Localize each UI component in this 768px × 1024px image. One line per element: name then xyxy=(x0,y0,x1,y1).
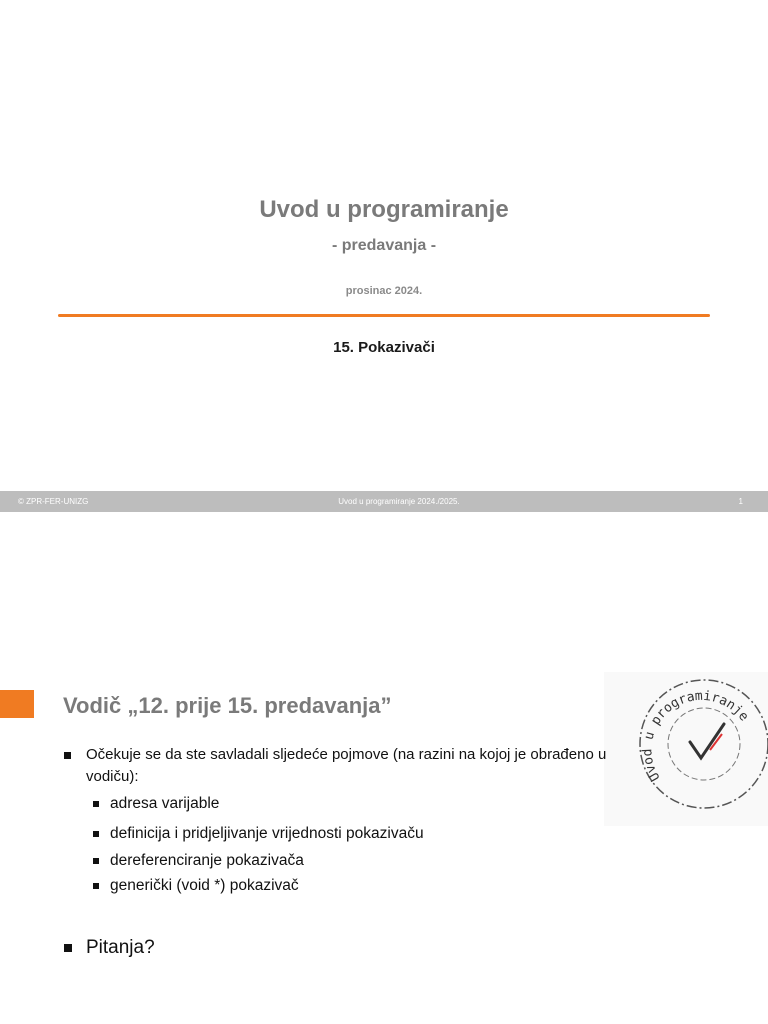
sub-item-text: generički (void *) pokazivač xyxy=(110,877,299,894)
course-subtitle: - predavanja - xyxy=(331,237,437,254)
slide-title: Vodič „12. prije 15. predavanja” xyxy=(63,693,392,718)
sub-list-item xyxy=(110,795,219,813)
footer-page-number: 1 xyxy=(738,497,743,506)
lecture-title: 15. Pokazivači xyxy=(333,339,435,356)
bullet-icon xyxy=(93,801,99,807)
bullet-icon xyxy=(93,831,99,837)
bullet-text-line1: Očekuje se da ste savladali sljedeće pojmove (na razini na kojoj je obrađeno u xyxy=(86,746,607,763)
sub-item-text: adresa varijable xyxy=(110,795,220,812)
sub-list-item xyxy=(110,877,299,895)
question-text: Pitanja? xyxy=(86,937,155,958)
footer-course: Uvod u programiranje 2024./2025. xyxy=(338,497,460,506)
stamp-lettering-path: Uvod u programiranje xyxy=(640,688,752,784)
sub-item-text: dereferenciranje pokazivača xyxy=(110,852,304,869)
bullet-icon xyxy=(64,752,71,759)
sub-list-item xyxy=(110,825,424,843)
bullet-icon xyxy=(93,858,99,864)
footer-copyright: © ZPR-FER-UNIZG xyxy=(18,497,89,506)
course-title: Uvod u programiranje xyxy=(259,196,509,223)
content-slide xyxy=(0,512,768,1024)
orange-accent-box xyxy=(0,690,34,718)
bullet-icon xyxy=(64,944,72,952)
list-item-question xyxy=(86,937,155,959)
bullet-text-line2: vodiču): xyxy=(86,768,139,785)
lecture-date: prosinac 2024. xyxy=(345,285,423,297)
orange-divider xyxy=(58,314,710,317)
list-item xyxy=(86,744,726,788)
sub-item-text: definicija i pridjeljivanje vrijednosti pokazivaču xyxy=(110,825,424,842)
bullet-icon xyxy=(93,883,99,889)
slide-footer xyxy=(0,491,768,512)
sub-list-item xyxy=(110,852,304,870)
